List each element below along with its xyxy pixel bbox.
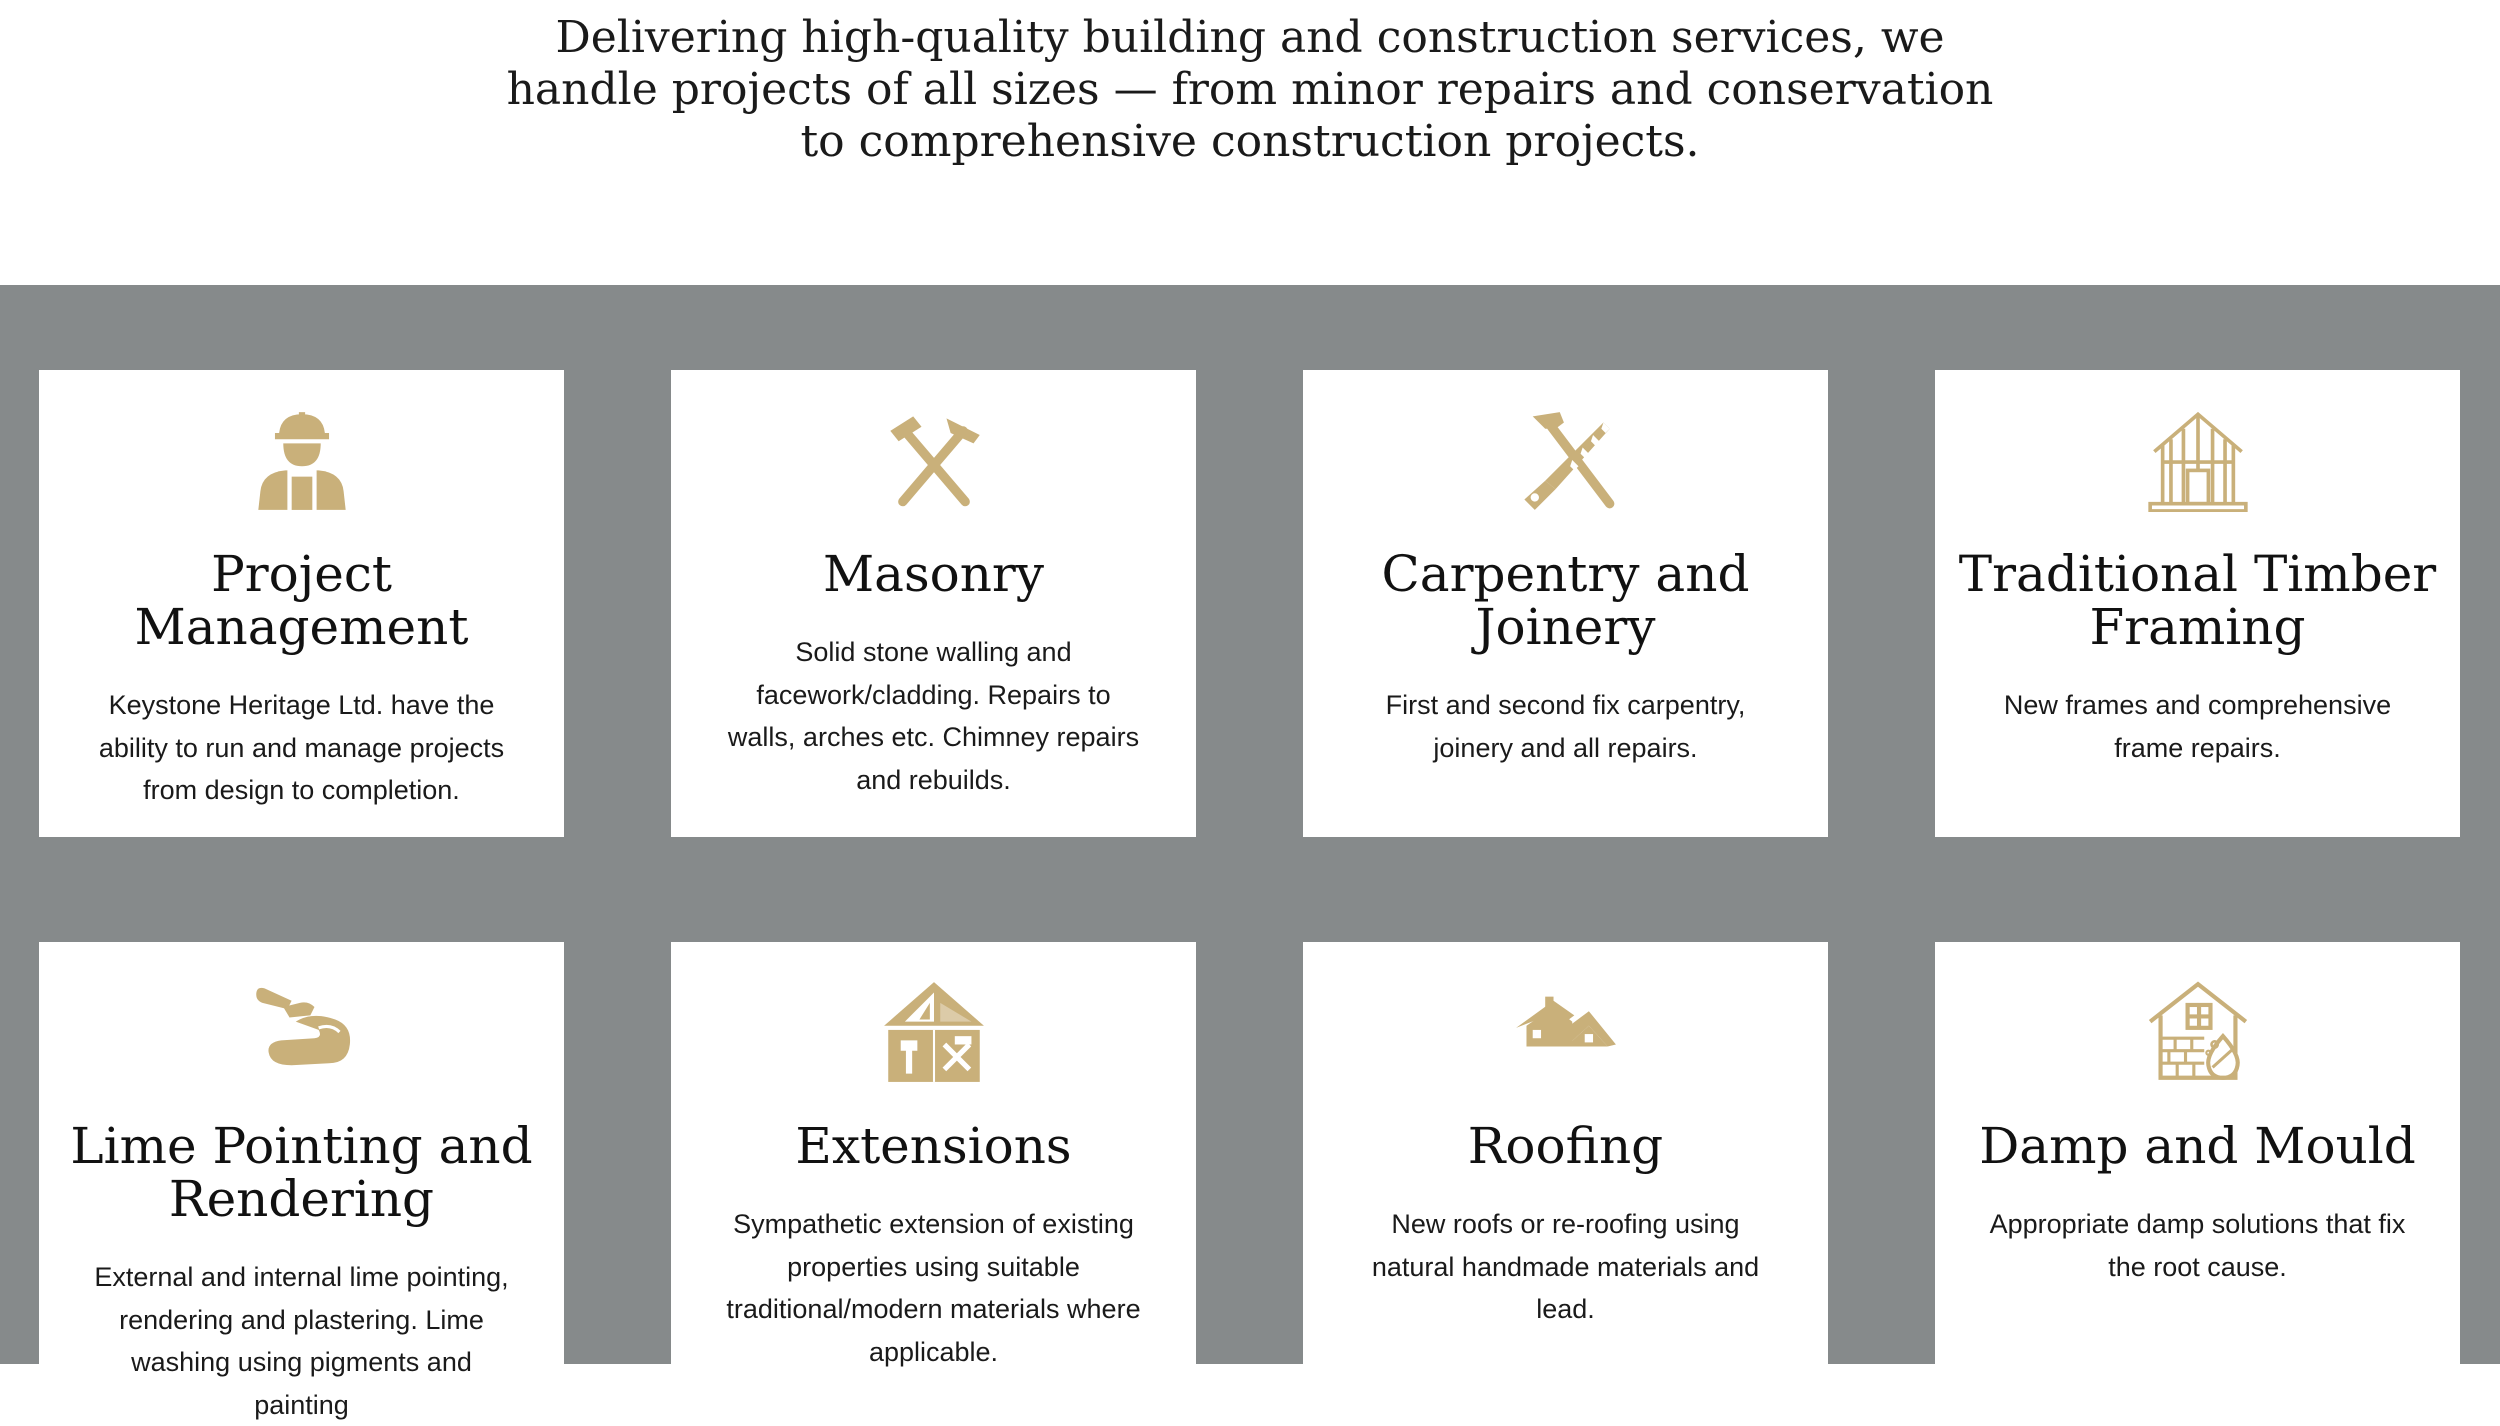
service-description: First and second fix carpentry, joinery and all repairs. [1385,690,1746,763]
timber-frame-house-icon [1935,408,2460,512]
service-card-project-management [39,370,564,837]
worker-hardhat-icon [39,408,564,512]
crossed-hammers-icon [671,408,1196,512]
service-title: Traditional Timber Framing [1958,545,2437,656]
service-title: Lime Pointing and Rendering [70,1117,533,1228]
service-description: Sympathetic extension of existing properties using suitable traditional/modern materials where applicable. [726,1209,1141,1367]
hammer-saw-icon [1303,408,1828,512]
trowel-mortar-icon [39,980,564,1084]
service-title: Roofing [1467,1117,1664,1175]
roof-house-icon [1303,980,1828,1084]
house-extension-icon [671,980,1196,1084]
service-card-roofing [1303,942,1828,1364]
service-description: Solid stone walling and facework/cladding. Repairs to walls, arches etc. Chimney repairs and rebuilds. [727,637,1140,795]
damp-house-icon [1935,980,2460,1084]
service-card-carpentry [1303,370,1828,837]
intro-section [0,0,2500,285]
service-title: Carpentry and Joinery [1381,545,1750,656]
service-card-timber-framing [1935,370,2460,837]
services-section [0,285,2500,1420]
service-description: Appropriate damp solutions that fix the root cause. [1989,1209,2406,1282]
service-title: Masonry [822,545,1045,603]
service-description: Keystone Heritage Ltd. have the ability to run and manage projects from design to completion. [98,690,505,805]
service-description: External and internal lime pointing, rendering and plastering. Lime washing using pigments and painting [94,1262,509,1420]
service-card-masonry [671,370,1196,837]
service-card-lime-pointing [39,942,564,1420]
service-card-extensions [671,942,1196,1367]
service-title: Project Management [134,545,469,656]
service-title: Extensions [795,1117,1072,1175]
service-description: New roofs or re-roofing using natural handmade materials and lead. [1371,1209,1760,1324]
service-title: Damp and Mould [1979,1117,2416,1175]
intro-text: Delivering high-quality building and construction services, we handle projects of all sizes — from minor repairs and conservation to comprehensive construction projects. [506,12,1994,167]
service-description: New frames and comprehensive frame repairs. [2003,690,2392,763]
service-card-damp-mould [1935,942,2460,1364]
